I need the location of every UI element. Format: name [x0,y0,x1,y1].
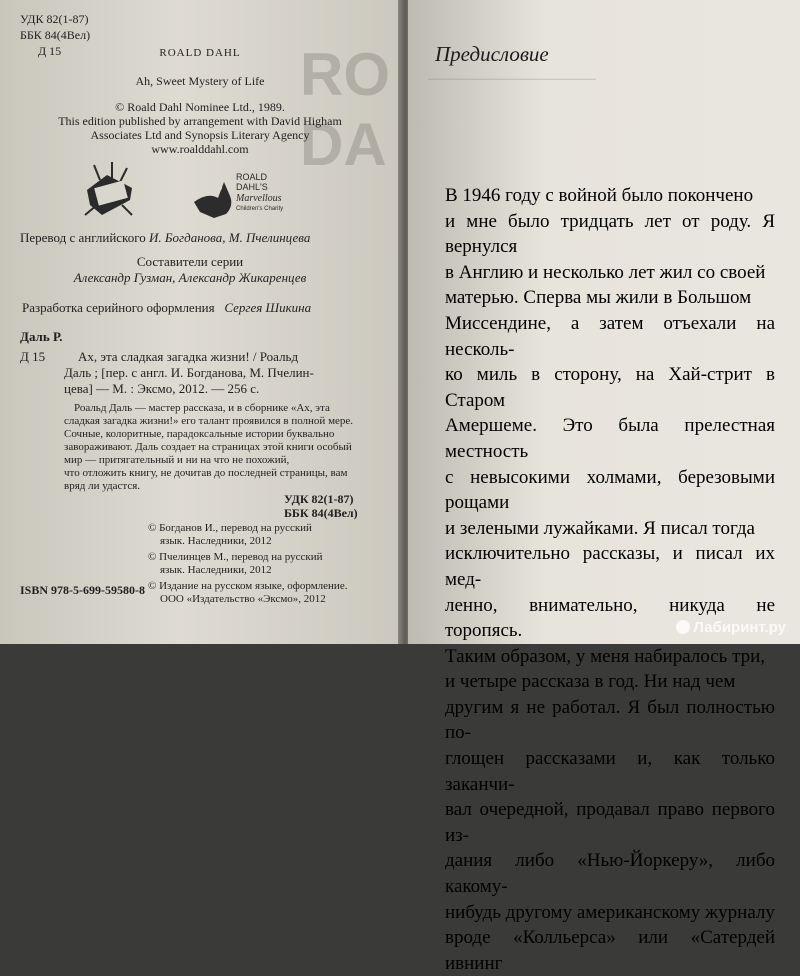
copyright-notice: © Пчелинцев М., перевод на русский [148,551,323,563]
copyright-notice: язык. Наследники, 2012 [160,535,272,547]
logo-text: DAHL'S [236,182,268,192]
annotation-line: вряд ли удастся. [64,480,141,492]
show-through-print: ———————————— [428,70,596,86]
body-line: и зелеными лужайками. Я писал тогда [445,517,755,539]
logo-text: ROALD [236,172,268,182]
annotation-line: Роальд Даль — мастер рассказа, и в сборнике «Ах, эта [74,402,330,414]
bottom-udk: УДК 82(1-87) [284,492,354,506]
logo-text: Children's Charity [236,206,284,212]
translation-credit [20,230,310,246]
compilers-label: Составители серии [136,254,244,269]
roald-dahl-charity-logo-icon [190,162,286,226]
watermark-text: Лабиринт.ру [693,619,786,636]
body-line: ленно, внимательно, никуда не торопясь. [445,594,775,642]
copyright-notice: язык. Наследники, 2012 [160,564,272,576]
body-line: дания либо «Нью-Йоркеру», либо какому- [445,850,775,898]
design-credit [22,300,311,316]
copyright-notice: © Издание на русском языке, оформление. [148,580,348,592]
body-line: ко миль в сторону, на Хай-стрит в Старом [445,364,775,411]
body-line: матерью. Сперва мы жили в Большом [445,287,752,309]
copyright-page [0,0,402,644]
copyright-notice: ООО «Издательство «Эксмо», 2012 [160,593,326,605]
body-line: с невысокими холмами, березовыми рощами [445,466,775,514]
body-line: и мне было тридцать лет от роду. Я вернулся [445,210,775,258]
copyright-notice: © Богданов И., перевод на русский [148,522,312,534]
catalog-desc-line: Ах, эта сладкая загадка жизни! / Роальд [78,349,299,364]
catalog-author: Даль Р. [20,329,63,344]
bbk-code: ББК 84(4Вел) [20,28,91,42]
body-line: и четыре рассказа в год. Ни над чем [445,671,736,693]
translation-label: Перевод с английского [20,230,149,245]
annotation-line: Сочные, колоритные, парадоксальные истории буквально [64,428,335,440]
catalog-desc-line: Даль ; [пер. с англ. И. Богданова, М. Пчелин- [64,365,314,380]
isbn: ISBN 978-5-699-59580-8 [20,583,145,597]
labirint-watermark [676,619,786,636]
annotation-line: завораживают. Даль создает на страницах этой книги особый [64,441,352,453]
author-mark: Д 15 [38,44,62,58]
body-line: глощен рассказами и, как только заканчи- [445,748,775,795]
designer-name: Сергея Шикина [224,300,312,315]
show-through-print: RO DA [300,41,390,178]
website: www.roalddahl.com [151,142,249,156]
design-label: Разработка серийного оформления [22,300,225,315]
bottom-bbk: ББК 84(4Вел) [284,506,358,520]
copyright-line: This edition published by arrangement with David Higham [58,114,342,128]
original-title: Ah, Sweet Mystery of Life [135,74,265,88]
author-name: ROALD DAHL [159,47,241,59]
catalog-desc-line: цева] — М. : Эксмо, 2012. — 256 с. [64,381,260,396]
logo-text: Marvellous [236,193,282,204]
body-line: вал очередной, продавал право первого из- [445,799,775,846]
body-line: вроде «Колльерса» или «Сатердей ивнинг [445,927,775,974]
body-line: Таким образом, у меня набиралось три, [445,645,766,667]
preface-body [445,183,775,976]
udk-code: УДК 82(1-87) [20,12,89,26]
catalog-code: Д 15 [20,349,46,364]
copyright-line: © Roald Dahl Nominee Ltd., 1989. [115,100,285,114]
watermark-logo-icon [676,620,690,634]
annotation-line: что отложить книгу, не дочитав до последней страницы, вам [64,467,348,479]
body-line: исключительно рассказы, и писал их мед- [445,543,775,590]
copyright-line: Associates Ltd and Synopsis Literary Agency [90,128,310,142]
body-line: Амершеме. Это была прелестная местность [445,415,775,462]
body-line: нибудь другому американскому журналу [445,901,775,923]
annotation-line: мир — притягательный и ни на что не похожий, [64,454,290,466]
publisher-logo-icon [82,160,140,224]
body-line: другим я не работал. Я был полностью по- [445,696,775,744]
body-line: В 1946 году с войной было покончено [445,185,754,206]
body-line: в Англию и несколько лет жил со своей [445,261,766,283]
annotation-line: сладкая загадка жизни!» его талант проявился в полной мере. [64,415,354,427]
body-line: Миссендине, а затем отъехали на несколь- [445,312,775,360]
translator-names: И. Богданова, М. Пчелинцева [148,230,311,245]
preface-title: Предисловие [435,42,549,66]
compilers-names: Александр Гузман, Александр Жикаренцев [73,270,307,285]
